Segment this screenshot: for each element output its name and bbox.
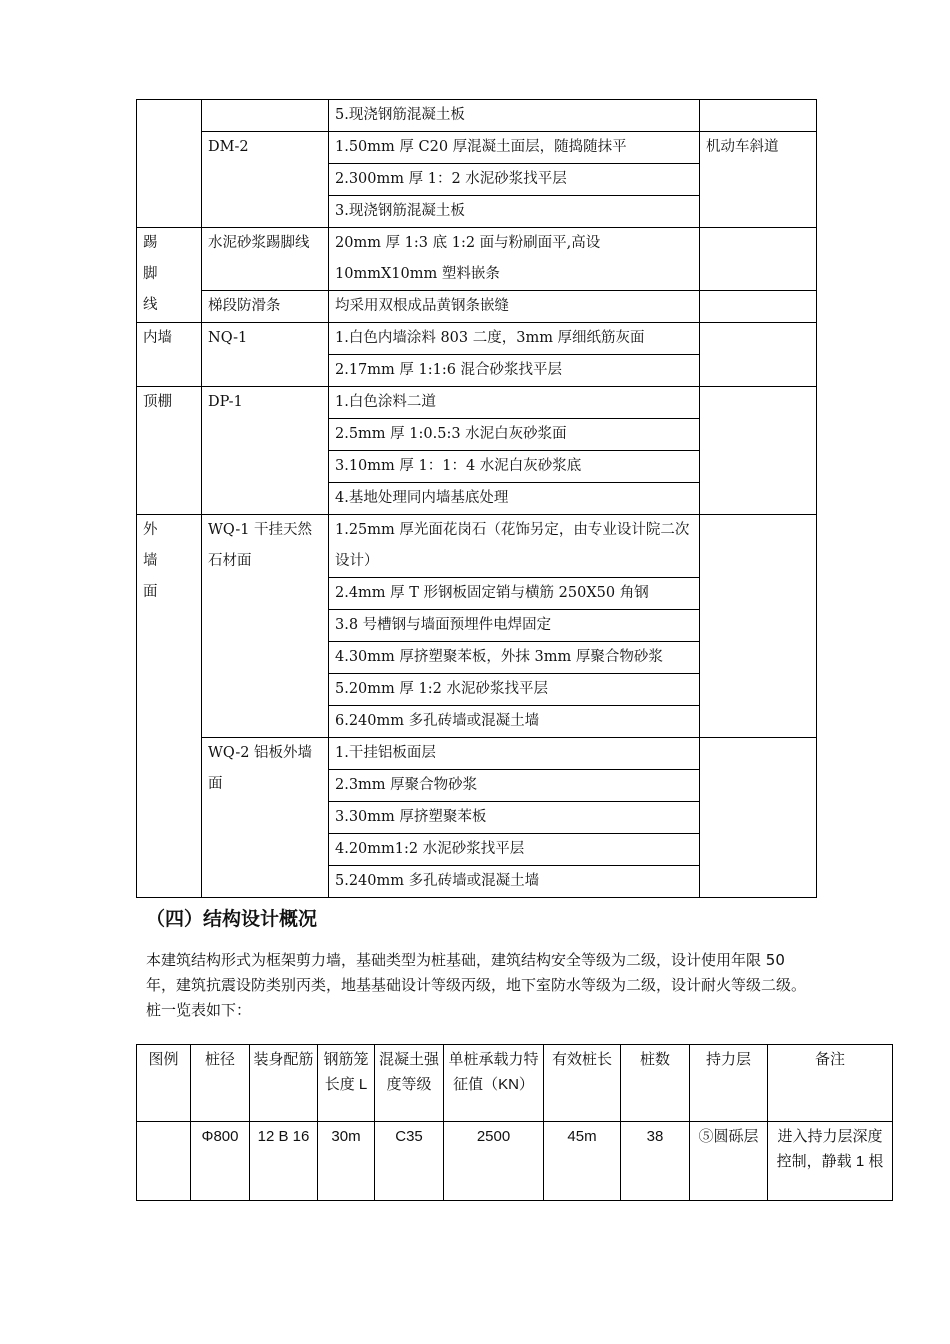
layer-cell: 20mm 厚 1:3 底 1:2 面与粉刷面平,高设 10mmX10mm 塑料嵌条 (329, 228, 700, 291)
header-cell: 单桩承载力特征值（KN） (444, 1045, 544, 1122)
code-cell: 梯段防滑条 (202, 291, 329, 323)
cell-diameter: Φ800 (191, 1122, 250, 1201)
category-cell: 外墙面 (137, 515, 202, 898)
layer-cell: 1.25mm 厚光面花岗石（花饰另定，由专业设计院二次设计） (329, 515, 700, 578)
note-cell (700, 738, 817, 898)
cell-reinforcement: 12 B 16 (250, 1122, 318, 1201)
header-cell: 图例 (137, 1045, 191, 1122)
finish-table (136, 99, 817, 898)
code-cell (202, 100, 329, 132)
layer-cell: 2.3mm 厚聚合物砂浆 (329, 770, 700, 802)
layer-cell: 4.30mm 厚挤塑聚苯板，外抹 3mm 厚聚合物砂浆 (329, 642, 700, 674)
pile-table-intro: 桩一览表如下： (146, 1001, 252, 1019)
pile-table (136, 1044, 893, 1201)
layer-cell: 3.10mm 厚 1：1：4 水泥白灰砂浆底 (329, 451, 700, 483)
table-row (137, 1122, 893, 1201)
layer-cell: 5.20mm 厚 1:2 水泥砂浆找平层 (329, 674, 700, 706)
layer-cell: 2.300mm 厚 1：2 水泥砂浆找平层 (329, 164, 700, 196)
header-cell: 装身配筋 (250, 1045, 318, 1122)
code-cell: DM-2 (202, 132, 329, 228)
layer-cell: 均采用双根成品黄钢条嵌缝 (329, 291, 700, 323)
code-cell: NQ-1 (202, 323, 329, 387)
note-cell (700, 387, 817, 515)
category-cell: 踢脚线 (137, 228, 202, 323)
header-cell: 桩径 (191, 1045, 250, 1122)
header-cell: 有效桩长 (544, 1045, 621, 1122)
header-cell: 钢筋笼长度 L (318, 1045, 375, 1122)
category-cell (137, 100, 202, 228)
cell-capacity: 2500 (444, 1122, 544, 1201)
layer-cell: 3.现浇钢筋混凝土板 (329, 196, 700, 228)
code-cell: WQ-1 干挂天然石材面 (202, 515, 329, 738)
layer-cell: 2.5mm 厚 1:0.5:3 水泥白灰砂浆面 (329, 419, 700, 451)
layer-cell: 6.240mm 多孔砖墙或混凝土墙 (329, 706, 700, 738)
note-cell (700, 323, 817, 387)
cell-pile-count: 38 (621, 1122, 690, 1201)
layer-cell: 1.干挂铝板面层 (329, 738, 700, 770)
header-cell: 备注 (768, 1045, 893, 1122)
section-body (146, 948, 818, 1023)
layer-cell: 1.白色涂料二道 (329, 387, 700, 419)
layer-cell: 1.白色内墙涂料 803 二度，3mm 厚细纸筋灰面 (329, 323, 700, 355)
cell-effective-length: 45m (544, 1122, 621, 1201)
category-cell: 内墙 (137, 323, 202, 387)
category-cell: 顶棚 (137, 387, 202, 515)
section-heading: （四）结构设计概况 (146, 908, 318, 930)
pile-table-header (137, 1045, 893, 1122)
code-cell: WQ-2 铝板外墙面 (202, 738, 329, 898)
note-cell (700, 228, 817, 291)
layer-cell: 4.20mm1:2 水泥砂浆找平层 (329, 834, 700, 866)
header-cell: 持力层 (690, 1045, 768, 1122)
section-paragraph: 本建筑结构形式为框架剪力墙，基础类型为桩基础，建筑结构安全等级为二级，设计使用年限 50 年，建筑抗震设防类别丙类，地基基础设计等级丙级，地下室防水等级为二级，设计耐火等级二级。 (146, 951, 807, 994)
layer-cell: 3.8 号槽钢与墙面预埋件电焊固定 (329, 610, 700, 642)
layer-cell: 2.4mm 厚 T 形钢板固定销与横筋 250X50 角钢 (329, 578, 700, 610)
header-cell: 混凝土强度等级 (375, 1045, 444, 1122)
layer-cell: 5.现浇钢筋混凝土板 (329, 100, 700, 132)
code-cell: DP-1 (202, 387, 329, 515)
note-cell (700, 515, 817, 738)
layer-cell: 4.基地处理同内墙基底处理 (329, 483, 700, 515)
layer-cell: 5.240mm 多孔砖墙或混凝土墙 (329, 866, 700, 898)
cell-remarks: 进入持力层深度控制，静载 1 根 (768, 1122, 893, 1201)
cell-bearing-layer: ⑤圆砾层 (690, 1122, 768, 1201)
cell-cage-length: 30m (318, 1122, 375, 1201)
code-cell: 水泥砂浆踢脚线 (202, 228, 329, 291)
cell-legend (137, 1122, 191, 1201)
note-cell (700, 100, 817, 132)
cell-concrete-grade: C35 (375, 1122, 444, 1201)
header-cell: 桩数 (621, 1045, 690, 1122)
note-cell (700, 291, 817, 323)
layer-cell: 2.17mm 厚 1:1:6 混合砂浆找平层 (329, 355, 700, 387)
layer-cell: 3.30mm 厚挤塑聚苯板 (329, 802, 700, 834)
note-cell: 机动车斜道 (700, 132, 817, 228)
layer-cell: 1.50mm 厚 C20 厚混凝土面层，随捣随抹平 (329, 132, 700, 164)
